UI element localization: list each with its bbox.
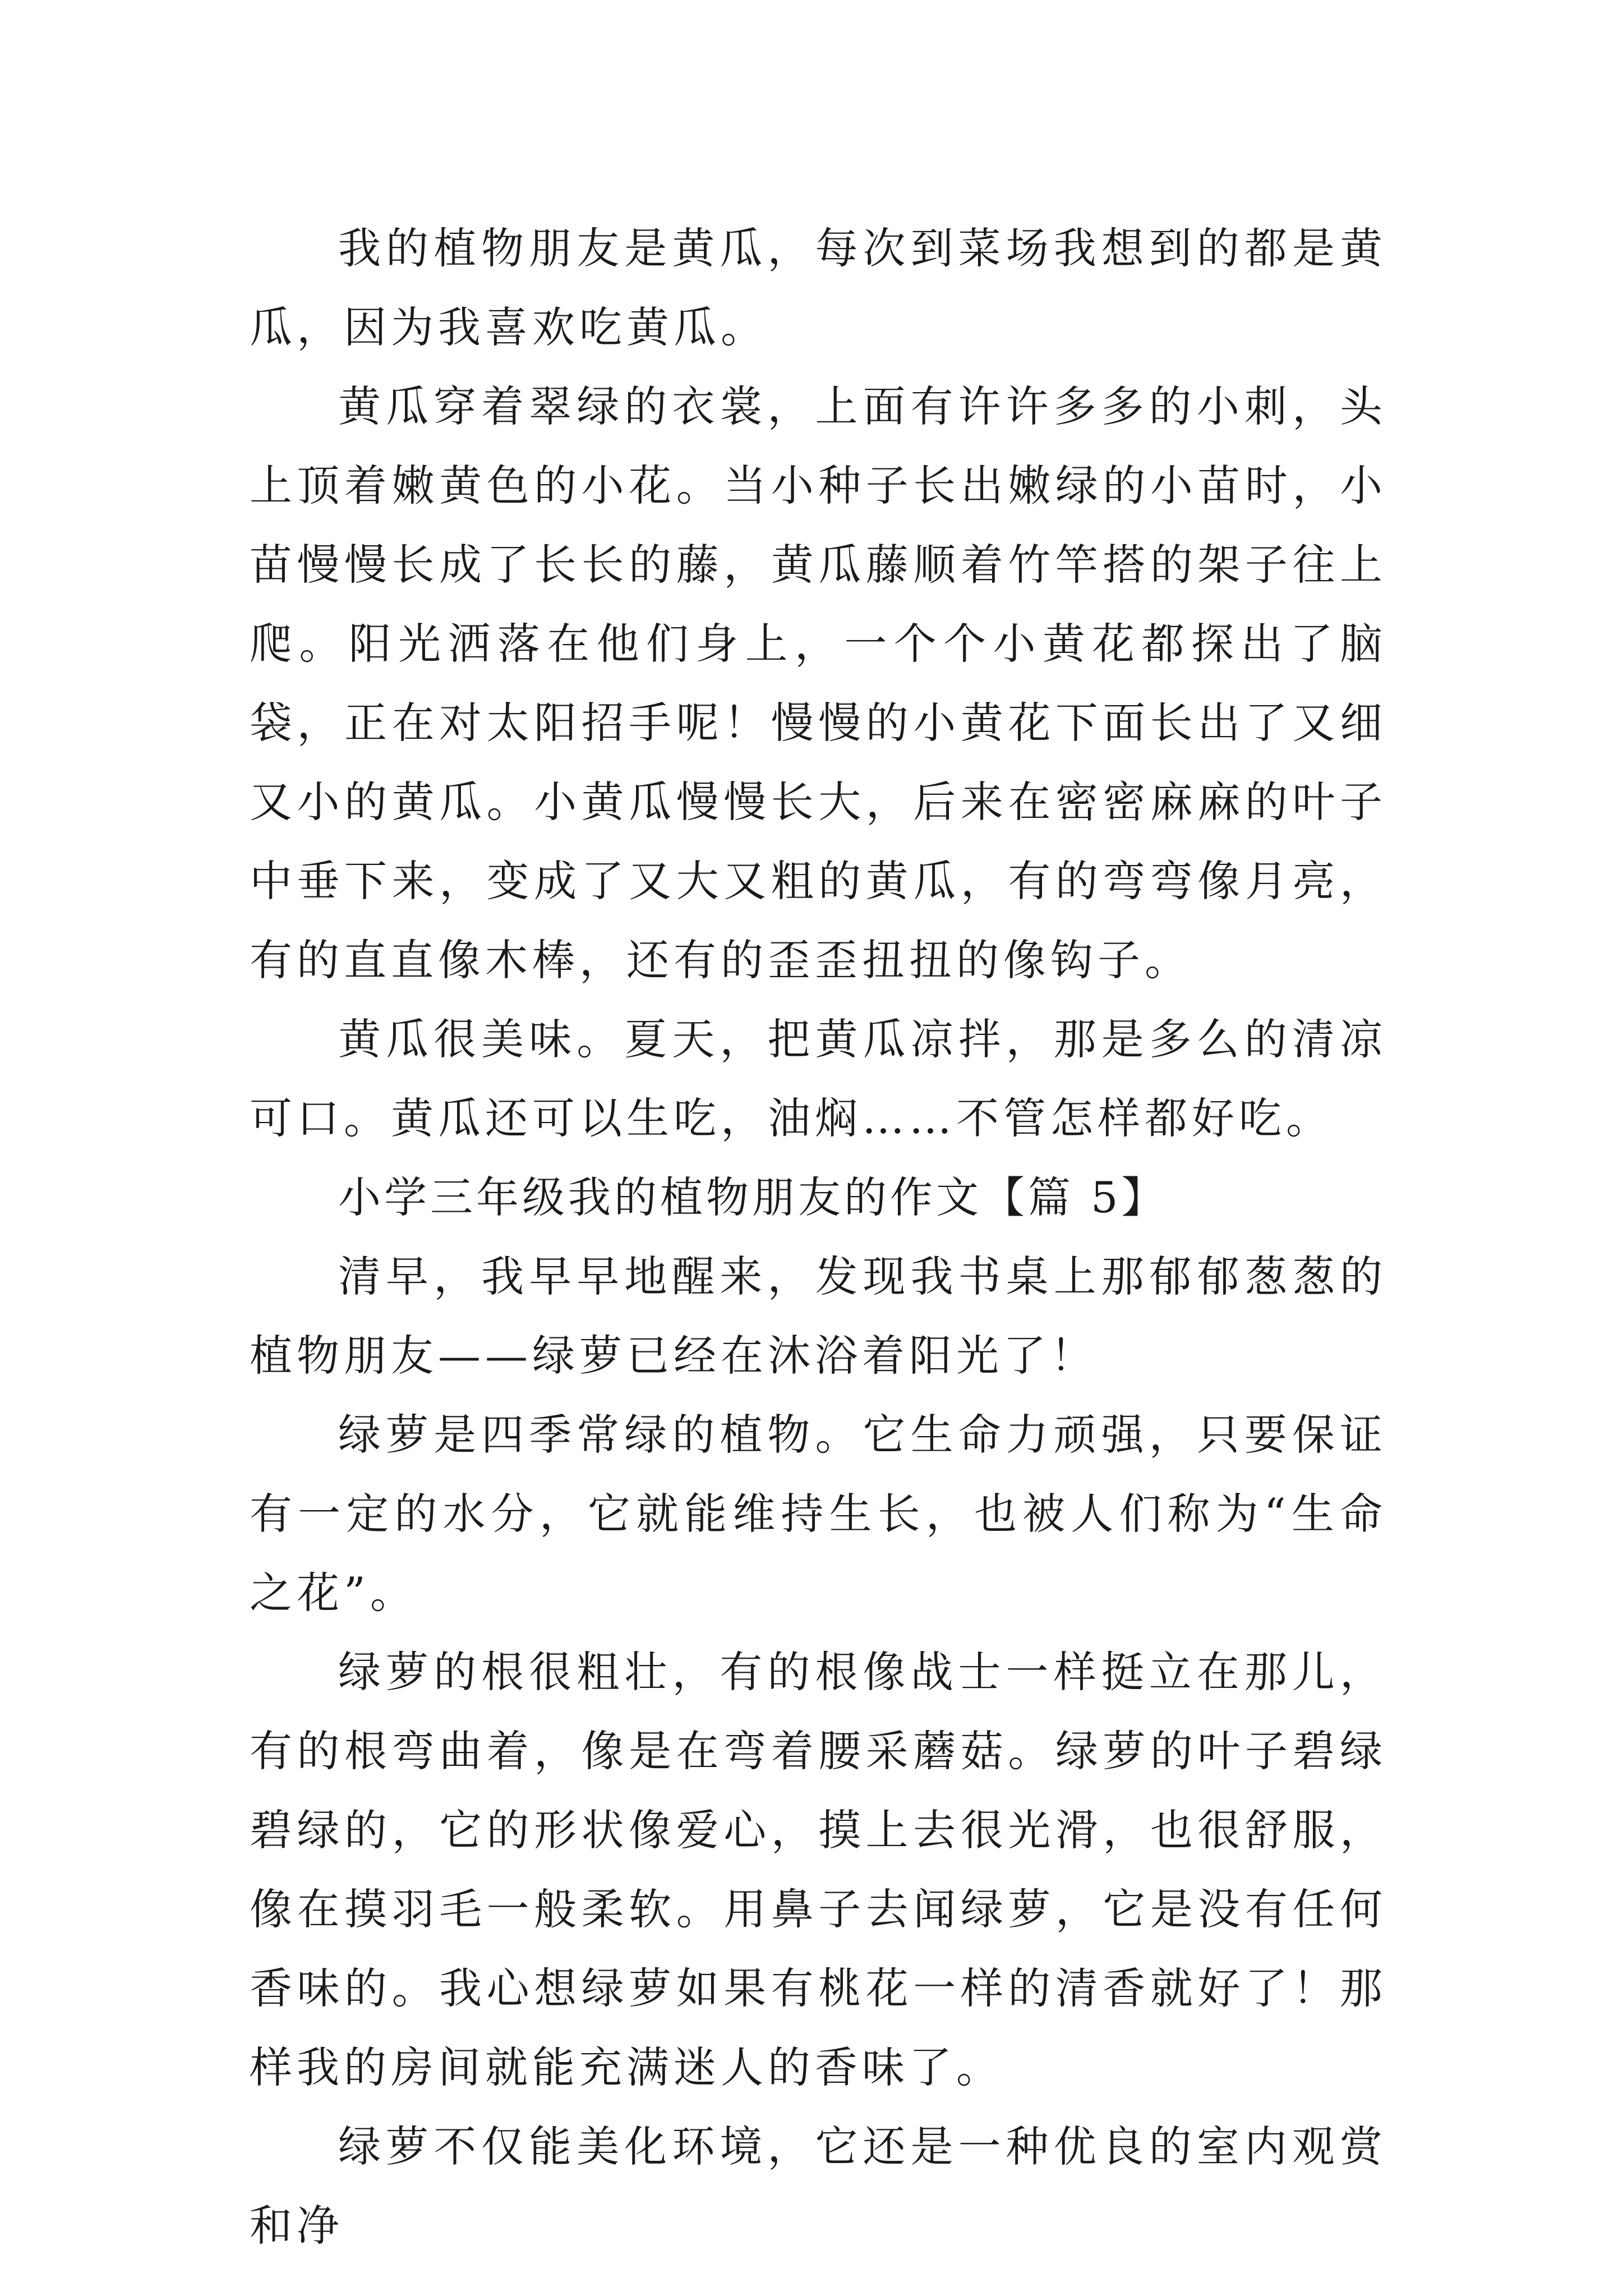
paragraph-2: 黄瓜穿着翠绿的衣裳，上面有许许多多的小刺，头上顶着嫩黄色的小花。当小种子长出嫩绿的小苗时，小苗慢慢长成了长长的藤，黄瓜藤顺着竹竿搭的架子往上爬。阳光洒落在他们身上，一个个小黄花都探出了脑袋，正在对太阳招手呢！慢慢的小黄花下面长出了又细又小的黄瓜。小黄瓜慢慢长大，后来在密密麻麻的叶子中垂下来，变成了又大又粗的黄瓜，有的弯弯像月亮，有的直直像木棒，还有的歪歪扭扭的像钩子。	[250, 381, 1387, 985]
paragraph-7: 绿萝不仅能美化环境，它还是一种优良的室内观赏和净	[250, 2122, 1387, 2251]
paragraph-6: 绿萝的根很粗壮，有的根像战士一样挺立在那儿，有的根弯曲着，像是在弯着腰采蘑菇。绿萝的叶子碧绿碧绿的，它的形状像爱心，摸上去很光滑，也很舒服，像在摸羽毛一般柔软。用鼻子去闻绿萝，它是没有任何香味的。我心想绿萝如果有桃花一样的清香就好了！那样我的房间就能充满迷人的香味了。	[250, 1647, 1387, 2092]
paragraph-5: 绿萝是四季常绿的植物。它生命力顽强，只要保证有一定的水分，它就能维持生长，也被人们称为“生命之花”。	[250, 1410, 1387, 1618]
paragraph-4: 清早，我早早地醒来，发现我书桌上那郁郁葱葱的植物朋友——绿萝已经在沐浴着阳光了！	[250, 1251, 1387, 1381]
section-heading: 小学三年级我的植物朋友的作文【篇 5】	[338, 1172, 1168, 1222]
paragraph-3: 黄瓜很美味。夏天，把黄瓜凉拌，那是多么的清凉可口。黄瓜还可以生吃，油焖……不管怎样都好吃。	[250, 1014, 1387, 1143]
document-body	[250, 209, 1387, 2265]
paragraph-1: 我的植物朋友是黄瓜，每次到菜场我想到的都是黄瓜，因为我喜欢吃黄瓜。	[250, 223, 1387, 352]
